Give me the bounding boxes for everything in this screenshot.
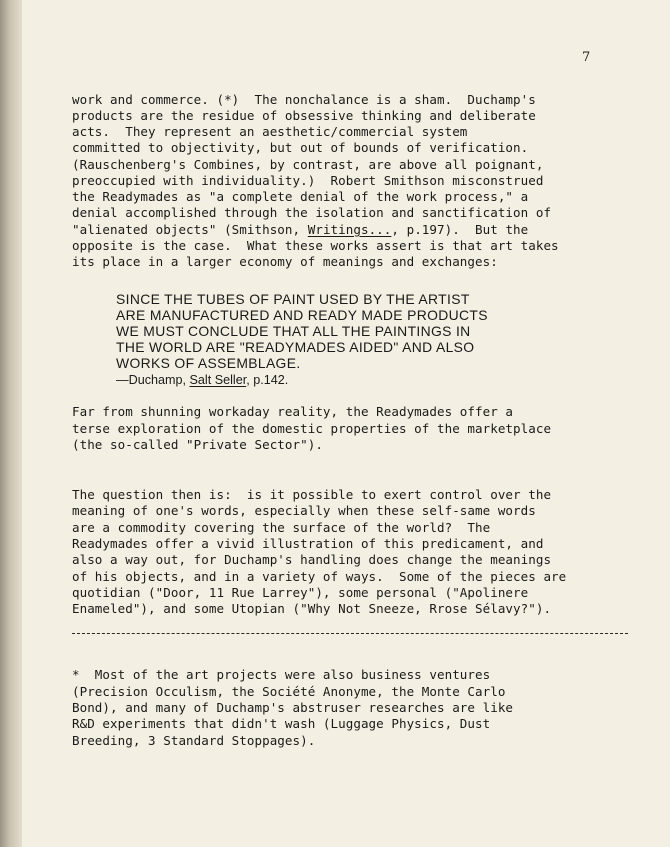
footnote-line-3: Bond), and many of Duchamp's abstruser researches are like: [72, 700, 514, 715]
paragraph-2-line-2: terse exploration of the domestic properties of the marketplace: [72, 421, 552, 436]
footnote-divider: [72, 633, 628, 634]
paragraph-1-line-1: work and commerce. (*) The nonchalance is a sham. Duchamp's: [72, 92, 536, 107]
paragraph-3-line-8: Enameled"), and some Utopian ("Why Not Sneeze, Rrose Sélavy?").: [72, 601, 552, 616]
quote-line-5: WORKS OF ASSEMBLAGE.: [116, 355, 301, 371]
paragraph-1-line-7: the Readymades as "a complete denial of the work process," a: [72, 189, 529, 204]
paragraph-1-line-9: [72, 222, 528, 238]
citation-prefix: "alienated objects" (Smithson,: [72, 222, 308, 237]
smithson-writings-title: Writings...: [307, 222, 392, 237]
paragraph-3-line-5: also a way out, for Duchamp's handling does change the meanings: [72, 552, 552, 567]
quote-line-1: SINCE THE TUBES OF PAINT USED BY THE ARTIST: [116, 291, 470, 307]
paragraph-3-line-3: are a commodity covering the surface of the world? The: [72, 520, 491, 535]
footnote-line-2: (Precision Occulism, the Société Anonyme, the Monte Carlo: [72, 684, 506, 699]
paragraph-2-line-1: Far from shunning workaday reality, the Readymades offer a: [72, 404, 514, 419]
paragraph-3-line-2: meaning of one's words, especially when these self-same words: [72, 503, 536, 518]
footnote-line-4: R&D experiments that didn't wash (Luggage Physics, Dust: [72, 716, 491, 731]
citation-suffix: , p.197). But the: [391, 222, 529, 237]
paragraph-1-line-4: committed to objectivity, but out of bounds of verification.: [72, 140, 529, 155]
paragraph-1-line-5: (Rauschenberg's Combines, by contrast, are above all poignant,: [72, 157, 544, 172]
paragraph-2-line-3: (the so-called "Private Sector").: [72, 437, 323, 452]
paragraph-1-line-3: acts. They represent an aesthetic/commercial system: [72, 124, 468, 139]
paragraph-1-line-8: denial accomplished through the isolation and sanctification of: [72, 205, 552, 220]
quote-line-4: THE WORLD ARE "READYMADES AIDED" AND ALSO: [116, 339, 475, 355]
scan-binding-shadow: [0, 0, 22, 847]
paragraph-3-line-1: The question then is: is it possible to exert control over the: [72, 487, 552, 502]
paragraph-3-line-6: of his objects, and in a variety of ways. Some of the pieces are: [72, 569, 567, 584]
paragraph-1-line-6: preoccupied with individuality.) Robert Smithson misconstrued: [72, 173, 544, 188]
quote-line-3: WE MUST CONCLUDE THAT ALL THE PAINTINGS IN: [116, 323, 471, 339]
paragraph-1-line-11: its place in a larger economy of meanings and exchanges:: [72, 254, 498, 269]
footnote-line-1: * Most of the art projects were also business ventures: [72, 667, 491, 682]
paragraph-3-line-4: Readymades offer a vivid illustration of this predicament, and: [72, 536, 544, 551]
quote-source-page: , p.142.: [246, 373, 289, 387]
quote-source-author: —Duchamp,: [116, 373, 190, 387]
quote-source: [116, 372, 288, 388]
paragraph-1-line-2: products are the residue of obsessive thinking and deliberate: [72, 108, 536, 123]
footnote-line-5: Breeding, 3 Standard Stoppages).: [72, 733, 316, 748]
salt-seller-title: Salt Seller: [189, 373, 247, 387]
page-number: 7: [582, 50, 591, 65]
quote-line-2: ARE MANUFACTURED AND READY MADE PRODUCTS: [116, 307, 488, 323]
paragraph-3-line-7: quotidian ("Door, 11 Rue Larrey"), some personal ("Apolinere: [72, 585, 529, 600]
paragraph-1-line-10: opposite is the case. What these works assert is that art takes: [72, 238, 559, 253]
